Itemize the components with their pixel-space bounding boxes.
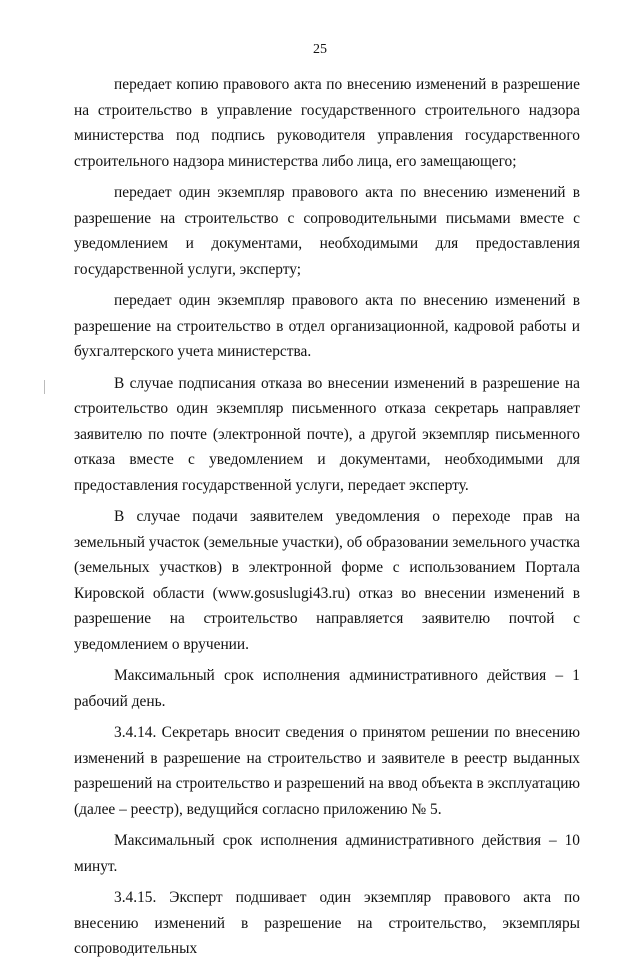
paragraph-deadline-ten-minutes: Максимальный срок исполнения административного действия – 10 минут. <box>74 832 580 875</box>
paragraph-deadline-one-day: Максимальный срок исполнения административного действия – 1 рабочий день. <box>74 667 580 710</box>
page-number: 25 <box>313 42 327 57</box>
paragraph-copy-to-expert: передает один экземпляр правового акта по внесению изменений в разрешение на строительство с сопроводительными письмами вместе с уведомлением и документами, необходимыми для предоставления государственной услуги, эксперту; <box>74 184 580 278</box>
margin-mark <box>44 380 45 394</box>
paragraph-copy-to-supervision: передает копию правового акта по внесению изменений в разрешение на строительство в управление государственного строительного надзора министерства под подпись руководителя управления государственного строительного надзора министерства либо лица, его замещающего; <box>74 76 580 170</box>
paragraph-copy-to-accounting: передает один экземпляр правового акта по внесению изменений в разрешение на строительство в отдел организационной, кадровой работы и бухгалтерского учета министерства. <box>74 292 580 360</box>
paragraph-3-4-14: 3.4.14. Секретарь вносит сведения о принятом решении по внесению изменений в разрешение на строительство и заявителе в реестр выданных разрешений на строительство и разрешений на ввод объекта в эксплуатацию (далее – реестр), ведущийся согласно приложению № 5. <box>74 724 580 818</box>
paragraph-refusal-signed: В случае подписания отказа во внесении изменений в разрешение на строительство один экземпляр письменного отказа секретарь направляет заявителю по почте (электронной почте), а другой экземпляр письменного отказа вместе с уведомлением и документами, необходимыми для предоставления государственной услуги, передает эксперту. <box>74 374 580 494</box>
paragraph-3-4-15: 3.4.15. Эксперт подшивает один экземпляр правового акта по внесению изменений в разрешение на строительство, экземпляры сопроводительных <box>74 889 580 957</box>
document-body <box>74 72 580 968</box>
paragraph-electronic-notice: В случае подачи заявителем уведомления о переходе прав на земельный участок (земельные участки), об образовании земельного участка (земельных участков) в электронной форме с использованием Портала Кировской области (www.gosuslugi43.ru) отказ во внесении изменений в разрешение на строительство направляется заявителю почтой с уведомлением о вручении. <box>74 508 580 653</box>
